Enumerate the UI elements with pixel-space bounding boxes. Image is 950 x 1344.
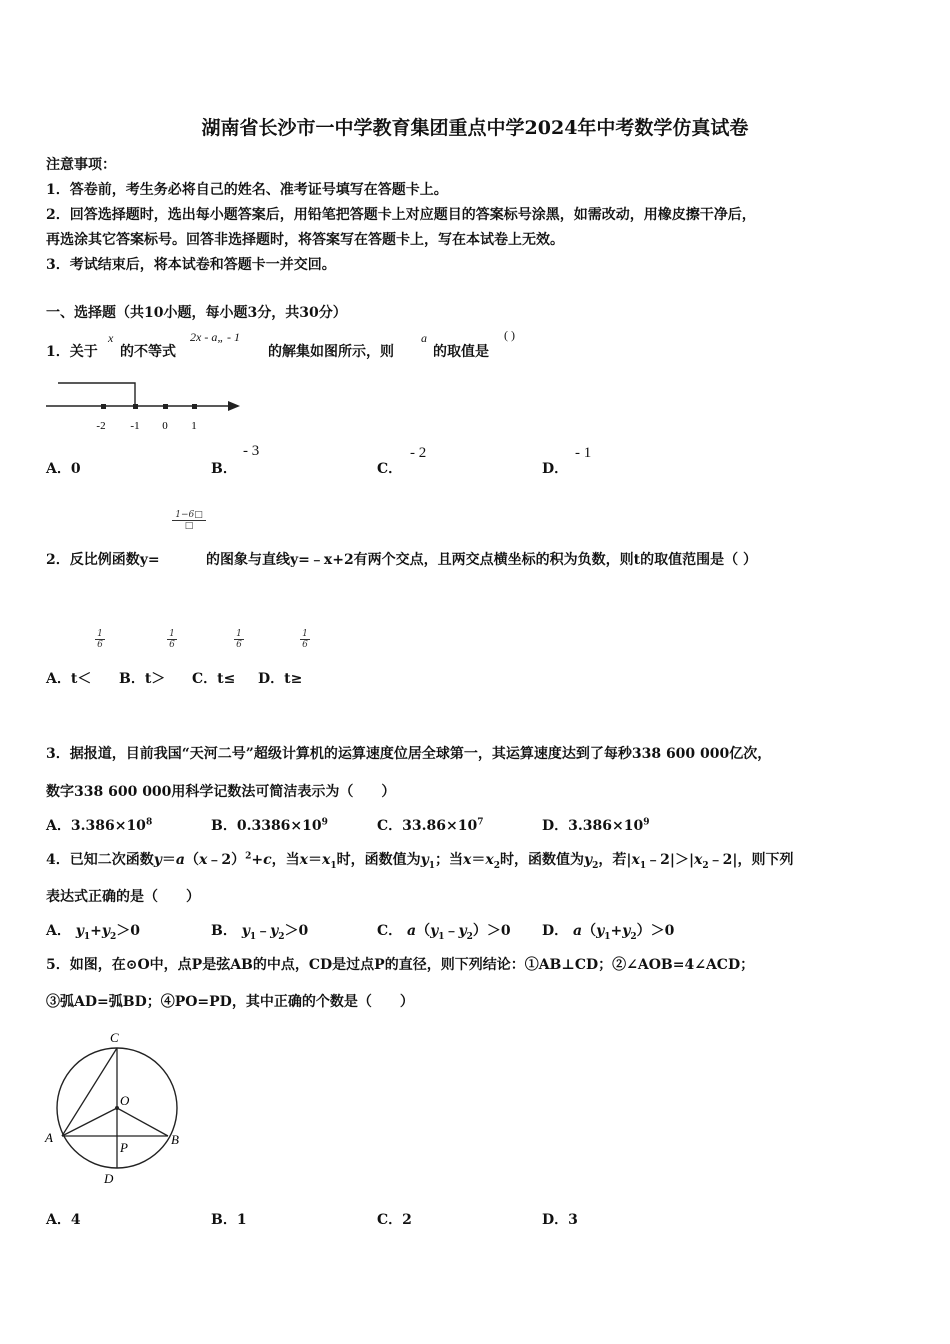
segment-bo — [117, 1108, 168, 1136]
frac-numerator: 1 — [234, 629, 244, 640]
option-exponent: 9 — [321, 817, 328, 828]
q3-option-c — [377, 815, 483, 835]
q2-fraction — [172, 510, 206, 531]
axis-arrow — [228, 401, 240, 411]
q2-option-d: D．t≥ — [258, 671, 303, 687]
q3-text: 3．据报道，目前我国“天河二号”超级计算机的运算速度位居全球第一，其运算速度达到了每秒338 600 000亿次， — [46, 746, 772, 762]
frac-denominator: □ — [184, 521, 194, 531]
frac-numerator: 1 — [95, 629, 105, 640]
frac-numerator: 1 — [300, 629, 310, 640]
q1-option-b-value: - 3 — [243, 443, 260, 459]
q1-option-c: C． — [377, 461, 403, 477]
q3-option-b — [211, 815, 328, 835]
option-value: 3.386×10 — [70, 818, 146, 834]
q5-circle-diagram — [40, 1026, 200, 1192]
q4-option-a: A． $y_1+y_2>0$ — [46, 923, 141, 942]
option-label: A． — [46, 923, 71, 939]
q1-text: 的取值是 — [433, 344, 489, 360]
q2-opt-fraction — [234, 629, 244, 650]
q3-text: 数字338 600 000用科学记数法可简洁表示为（ ） — [46, 784, 396, 800]
point-label: B — [171, 1132, 179, 1147]
q5-text: 5．如图，在⊙O中，点P是弦AB的中点，CD是过点P的直径，则下列结论：①AB⊥CD；②∠AOB=4∠ACD； — [46, 957, 755, 973]
q5-option-c: C．2 — [377, 1212, 412, 1228]
q3-option-a — [46, 815, 152, 835]
point-label: A — [45, 1130, 53, 1145]
page-title: 湖南省长沙市一中学教育集团重点中学2024年中考数学仿真试卷 — [201, 117, 749, 139]
q1-number-line — [42, 376, 252, 438]
notice-item: 再选涂其它答案标号。回答非选择题时，将答案写在答题卡上，写在本试卷上无效。 — [46, 232, 564, 248]
option-label: C． — [377, 923, 403, 939]
notice-item: 2．回答选择题时，选出每小题答案后，用铅笔把答题卡上对应题目的答案标号涂黑，如需改动，用橡皮擦干净后， — [46, 207, 756, 223]
q1-option-d-value: - 1 — [575, 445, 592, 461]
option-exponent: 8 — [145, 817, 153, 828]
q2-text: 2．反比例函数y= — [46, 552, 160, 568]
axis-tick — [133, 404, 138, 409]
q4-option-c: C． $a(y_1﹣y_2)>0$ — [377, 923, 511, 942]
option-label: D． — [542, 923, 569, 939]
option-value: 0.3386×10 — [236, 818, 322, 834]
point-label: O — [120, 1093, 130, 1108]
q2-option-b: B．t＞ — [119, 671, 166, 687]
point-label: C — [110, 1030, 119, 1045]
q2-opt-fraction — [300, 629, 310, 650]
section-heading: 一、选择题（共10小题，每小题3分，共30分） — [46, 305, 347, 321]
q4-option-d: D． $a(y_1+y_2)>0$ — [542, 923, 675, 942]
q4-text: 4．已知二次函数y＝a（x﹣2）$^2$+c，当$x=x_1$时，函数值为$y_1$；当$x=x_2$时，函数值为$y_2$，若$|x_1﹣2|>|x_2﹣2|$，则下列 — [46, 851, 794, 871]
q2-text: 的图象与直线y=﹣x+2有两个交点，且两交点横坐标的积为负数，则t的取值范围是（ ） — [206, 552, 758, 568]
q3-option-d — [542, 815, 649, 835]
frac-numerator: 1 — [167, 629, 177, 640]
q5-option-b: B．1 — [211, 1212, 247, 1228]
point-label: D — [104, 1171, 114, 1186]
segment-ac — [62, 1048, 117, 1136]
q4-text: 表达式正确的是（ ） — [46, 889, 200, 905]
option-label: B． — [211, 818, 237, 834]
q1-text: 1．关于 — [46, 344, 98, 360]
frac-denominator: 6 — [236, 640, 242, 650]
notice-heading: 注意事项： — [46, 157, 116, 173]
tick-label: 1 — [191, 420, 197, 432]
notice-item: 1．答卷前，考生务必将自己的姓名、准考证号填写在答题卡上。 — [46, 182, 448, 198]
option-label: B． — [211, 923, 237, 939]
q5-option-d: D．3 — [542, 1212, 578, 1228]
axis-tick — [101, 404, 106, 409]
q1-text: 的不等式 — [120, 344, 176, 360]
option-value: 33.86×10 — [402, 818, 478, 834]
option-label: D． — [542, 818, 569, 834]
q1-option-d: D． — [542, 461, 569, 477]
q1-var-x: x — [108, 331, 114, 345]
point-label: P — [120, 1140, 128, 1155]
frac-numerator: 1−6□ — [172, 510, 206, 521]
q2-opt-fraction — [95, 629, 105, 650]
q1-option-a: A．0 — [46, 461, 81, 477]
option-value: 3.386×10 — [568, 818, 644, 834]
option-exponent: 9 — [643, 817, 650, 828]
q2-option-c: C．t≤ — [192, 671, 236, 687]
frac-denominator: 6 — [97, 640, 103, 650]
q1-inequality: 2x - a„ - 1 — [190, 330, 240, 344]
q1-var-a: a — [421, 331, 427, 345]
option-label: A． — [46, 818, 71, 834]
q5-option-a: A．4 — [46, 1212, 81, 1228]
notice-item: 3．考试结束后，将本试卷和答题卡一并交回。 — [46, 257, 336, 273]
axis-tick — [163, 404, 168, 409]
q1-option-b: B． — [211, 461, 237, 477]
q5-text: ③弧AD=弧BD；④PO=PD，其中正确的个数是（ ） — [46, 994, 414, 1010]
q1-text: 的解集如图所示，则 — [268, 344, 394, 360]
axis-tick — [192, 404, 197, 409]
solution-bracket — [58, 383, 135, 406]
q2-opt-fraction — [167, 629, 177, 650]
q1-answer-paren: ( ) — [504, 328, 515, 342]
tick-label: -1 — [130, 420, 140, 432]
tick-label: 0 — [162, 420, 168, 432]
option-exponent: 7 — [477, 817, 484, 828]
q4-option-b: B． $y_1﹣y_2>0$ — [211, 923, 309, 942]
frac-denominator: 6 — [302, 640, 308, 650]
tick-label: -2 — [96, 420, 106, 432]
frac-denominator: 6 — [169, 640, 175, 650]
q1-option-c-value: - 2 — [410, 445, 427, 461]
q2-option-a: A．t＜ — [46, 671, 92, 687]
option-label: C． — [377, 818, 403, 834]
center-dot — [115, 1106, 119, 1110]
